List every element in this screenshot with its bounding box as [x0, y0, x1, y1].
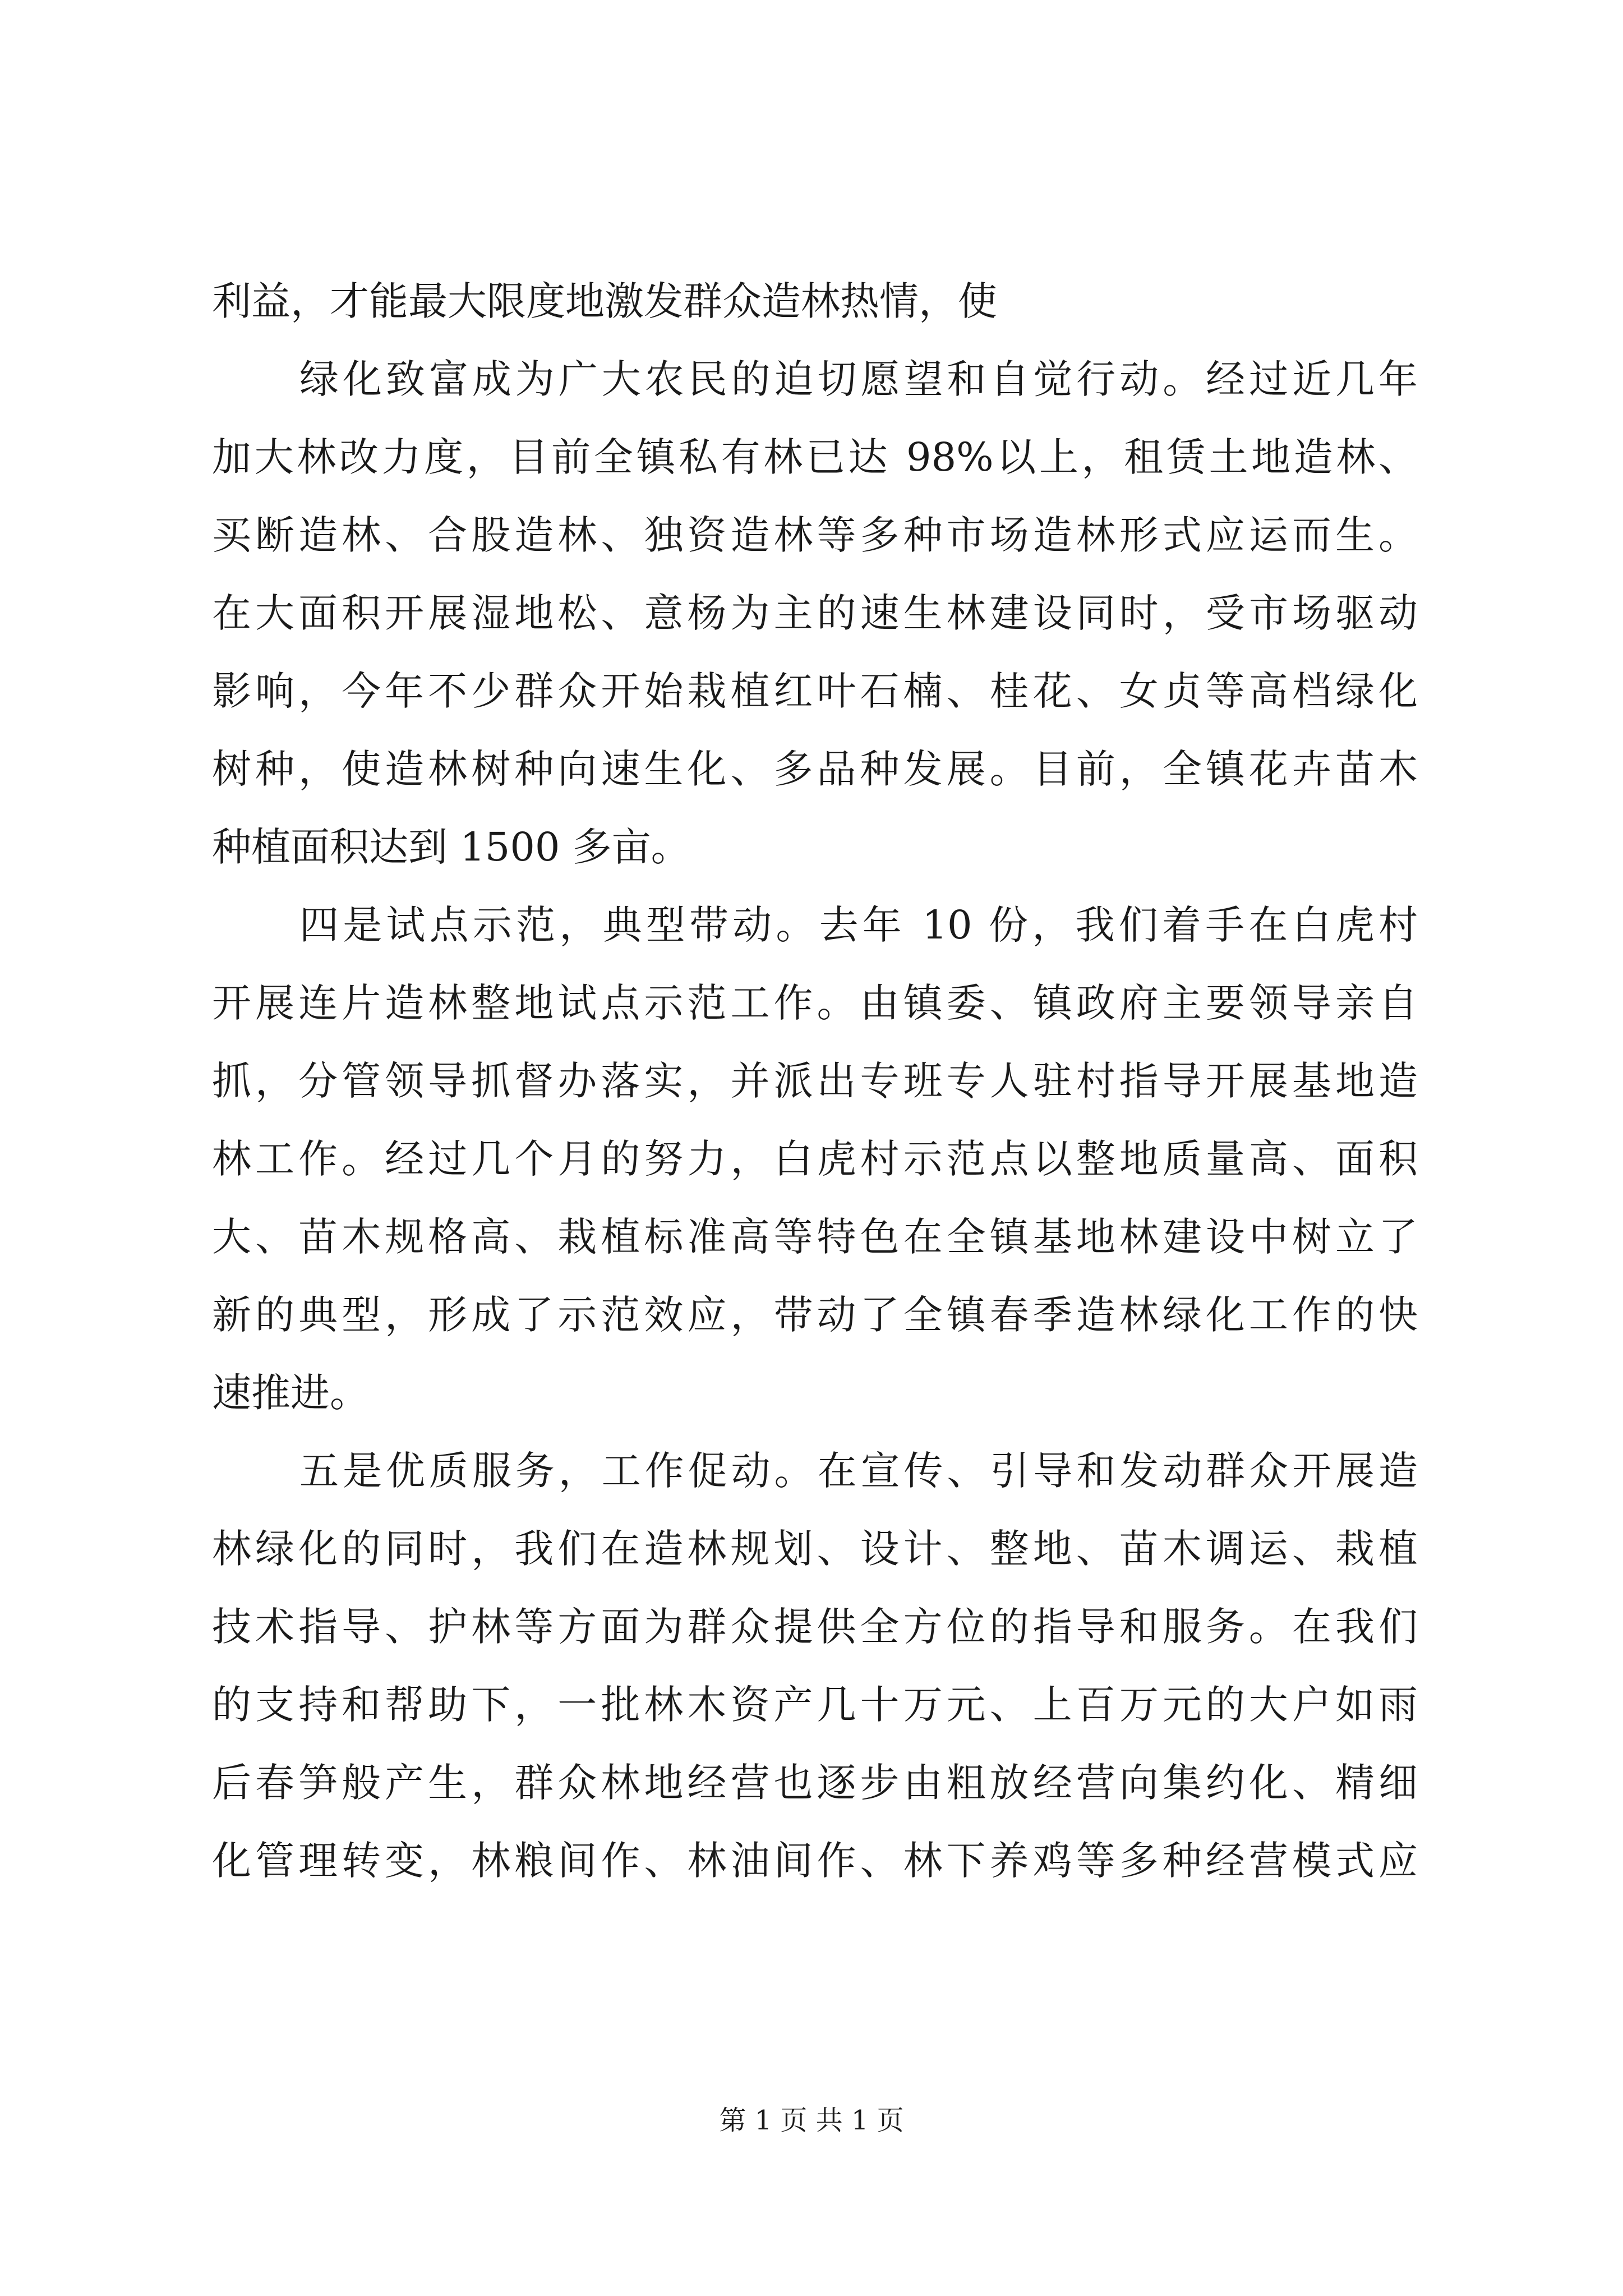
text-line: 抓，分管领导抓督办落实，并派出专班专人驻村指导开展基地造	[212, 1058, 1418, 1104]
text-line: 买断造林、合股造林、独资造林等多种市场造林形式应运而生。	[212, 512, 1418, 558]
text-line: 林工作。经过几个月的努力，白虎村示范点以整地质量高、面积	[212, 1136, 1418, 1182]
text-line: 利益，才能最大限度地激发群众造林热情，使	[212, 278, 997, 324]
paragraph-first-line: 五是优质服务，工作促动。在宣传、引导和发动群众开展造	[299, 1448, 1418, 1494]
text-line: 化管理转变，林粮间作、林油间作、林下养鸡等多种经营模式应	[212, 1838, 1418, 1884]
paragraph-first-line: 绿化致富成为广大农民的迫切愿望和自觉行动。经过近几年	[299, 356, 1418, 402]
text-line: 树种，使造林树种向速生化、多品种发展。目前，全镇花卉苗木	[212, 746, 1418, 792]
text-line: 开展连片造林整地试点示范工作。由镇委、镇政府主要领导亲自	[212, 980, 1418, 1026]
document-body	[212, 263, 1418, 1900]
page-footer	[0, 2104, 1623, 2137]
paragraph-first-line: 四是试点示范，典型带动。去年 10 份，我们着手在白虎村	[299, 902, 1418, 948]
text-line: 影响，今年不少群众开始栽植红叶石楠、桂花、女贞等高档绿化	[212, 668, 1418, 714]
text-line: 速推进。	[212, 1370, 369, 1416]
text-line: 技术指导、护林等方面为群众提供全方位的指导和服务。在我们	[212, 1604, 1418, 1650]
text-line: 新的典型，形成了示范效应，带动了全镇春季造林绿化工作的快	[212, 1292, 1418, 1338]
page-number-label: 第 1 页 共 1 页	[719, 2105, 904, 2136]
text-line: 的支持和帮助下，一批林木资产几十万元、上百万元的大户如雨	[212, 1682, 1418, 1728]
text-line: 大、苗木规格高、栽植标准高等特色在全镇基地林建设中树立了	[212, 1214, 1418, 1260]
text-line: 在大面积开展湿地松、意杨为主的速生林建设同时，受市场驱动	[212, 590, 1418, 636]
text-line: 林绿化的同时，我们在造林规划、设计、整地、苗木调运、栽植	[212, 1526, 1418, 1572]
text-line: 加大林改力度，目前全镇私有林已达 98%以上，租赁土地造林、	[212, 434, 1418, 480]
text-line: 后春笋般产生，群众林地经营也逐步由粗放经营向集约化、精细	[212, 1760, 1418, 1806]
text-line: 种植面积达到 1500 多亩。	[212, 824, 690, 870]
